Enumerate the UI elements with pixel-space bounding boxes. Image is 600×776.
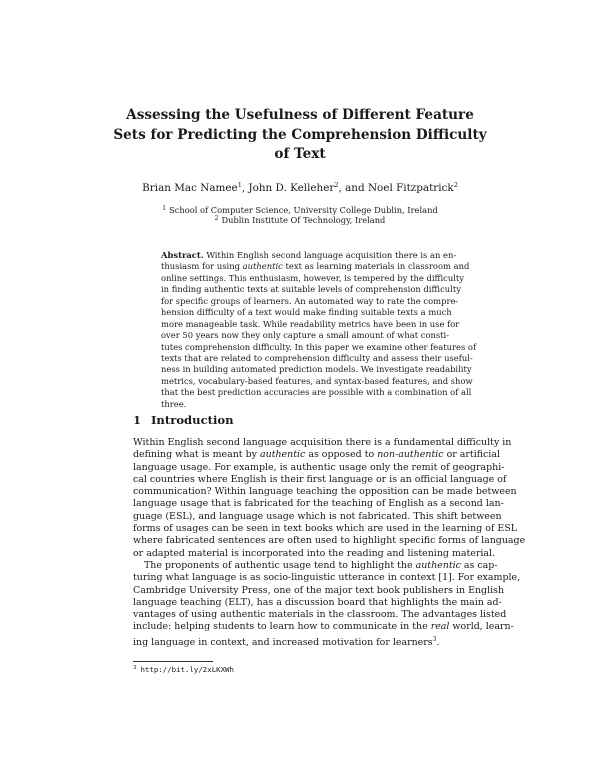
title-line: of Text [274, 146, 326, 162]
affiliation-mark: 1 [162, 205, 167, 212]
body-line: language usage. For example, is authentic usage only the remit of geographi- [133, 461, 505, 473]
author-name: Brian Mac Namee [142, 182, 238, 194]
abstract [161, 250, 477, 410]
abstract-text: Within English second language acquisition there is an en- [203, 250, 457, 260]
affiliation-text: Dublin Institute Of Technology, Ireland [221, 215, 386, 225]
section-title: Introduction [151, 413, 234, 427]
affiliation-mark: 1 [237, 181, 242, 189]
footnote-mark: 3 [133, 665, 137, 671]
section-number: 1 [133, 413, 142, 427]
author-name: Noel Fitzpatrick [367, 182, 454, 194]
body-line [133, 559, 498, 572]
body-text-run: as opposed to [305, 449, 378, 461]
affiliation-mark: 2 [214, 215, 219, 222]
affiliation-mark: 2 [453, 181, 458, 189]
affiliation [100, 205, 500, 215]
abstract-line: texts that are related to comprehension difficulty and assess their useful- [161, 352, 473, 363]
abstract-line: online settings. This enthusiasm, however, is tempered by the difficulty [161, 272, 465, 283]
body-text-run: The proponents of authentic usage tend to highlight the [144, 559, 416, 571]
body-text-run: ing language in context, and increased motivation for learners [133, 636, 433, 648]
body-line [133, 449, 500, 461]
body-line: communication? Within language teaching the opposition can be made between [133, 486, 517, 498]
author-name: John D. Kelleher [248, 182, 335, 194]
abstract-text: thusiasm for using [161, 261, 243, 272]
abstract-line: metrics, vocabulary-based features, and syntax-based features, and show [161, 375, 473, 386]
footnote-link[interactable]: http://bit.ly/2xLKXWh [140, 665, 234, 674]
footnote-ref[interactable]: 3 [432, 635, 437, 643]
body-line: cal countries where English is their first language or is an official language of [133, 473, 507, 485]
body-text-run: . [436, 636, 440, 648]
affiliation-mark: 2 [334, 181, 339, 189]
body-line: forms of usages can be seen in text books which are used in the learning of ESL [133, 523, 518, 535]
body-line: vantages of using authentic materials in the classroom. The advantages listed [133, 609, 507, 621]
footnote [133, 665, 234, 674]
body-line: language teaching (ELT), has a discussion board that highlights the main ad- [133, 596, 502, 608]
body-line: guage (ESL), and language usage which is not fabricated. This shift between [133, 510, 502, 522]
affiliation [100, 215, 500, 225]
body-line [133, 621, 514, 633]
body-text-run: defining what is meant by [133, 449, 260, 461]
footnote-divider [133, 661, 213, 662]
affiliation-text: School of Computer Science, University College Dublin, Ireland [169, 205, 438, 215]
abstract-line: three. [161, 398, 187, 409]
body-line: language usage that is fabricated for the teaching of English as a second lan- [133, 498, 504, 510]
abstract-line: hension difficulty of a text would make finding suitable texts a much [161, 307, 452, 318]
body-line: Within English second language acquisition there is a fundamental difficulty in [133, 437, 512, 448]
body-line: or adapted material is incorporated into the reading and listening material. [133, 547, 496, 559]
body-line [133, 634, 471, 646]
body-text-run: or artificial [443, 449, 500, 461]
author-separator: , and [338, 182, 368, 194]
emphasis: non-authentic [377, 449, 444, 461]
abstract-text: text as learning materials in classroom and [282, 261, 470, 272]
emphasis: authentic [242, 261, 283, 272]
paper-title [100, 106, 500, 165]
emphasis: authentic [415, 559, 461, 571]
body-line: turing what language is as socio-linguistic utterance in context [1]. For example, [133, 572, 521, 584]
title-line: Sets for Predicting the Comprehension Difficulty [113, 126, 487, 143]
body-line: Cambridge University Press, one of the major text book publishers in English [133, 584, 505, 596]
abstract-line: more manageable task. While readability metrics have been in use for [161, 318, 460, 329]
emphasis: real [430, 621, 450, 633]
abstract-line: tutes comprehension difficulty. In this paper we examine other features of [161, 341, 477, 352]
body-text-run: include: helping students to learn how to communicate in the [133, 621, 431, 633]
body-text-run: world, learn- [449, 621, 514, 633]
abstract-line: over 50 years now they only capture a small amount of what consti- [161, 330, 450, 341]
abstract-line [161, 261, 470, 272]
abstract-heading: Abstract. [161, 250, 204, 260]
abstract-line: that the best prediction accuracies are possible with a combination of all [161, 387, 472, 398]
body-line: where fabricated sentences are often used to highlight specific forms of language [133, 535, 526, 547]
section-heading [133, 413, 234, 427]
author-separator: , [241, 182, 249, 194]
abstract-line: for specific groups of learners. An automated way to rate the compre- [161, 295, 459, 306]
title-line: Assessing the Usefulness of Different Feature [126, 107, 474, 123]
emphasis: authentic [259, 449, 306, 461]
body-text-run: as cap- [460, 559, 498, 571]
body-text [133, 437, 526, 648]
abstract-line: in finding authentic texts at suitable levels of comprehension difficulty [161, 284, 461, 295]
abstract-line: ness in building automated prediction models. We investigate readability [161, 364, 472, 375]
abstract-line [161, 250, 457, 261]
author-list [100, 181, 500, 194]
